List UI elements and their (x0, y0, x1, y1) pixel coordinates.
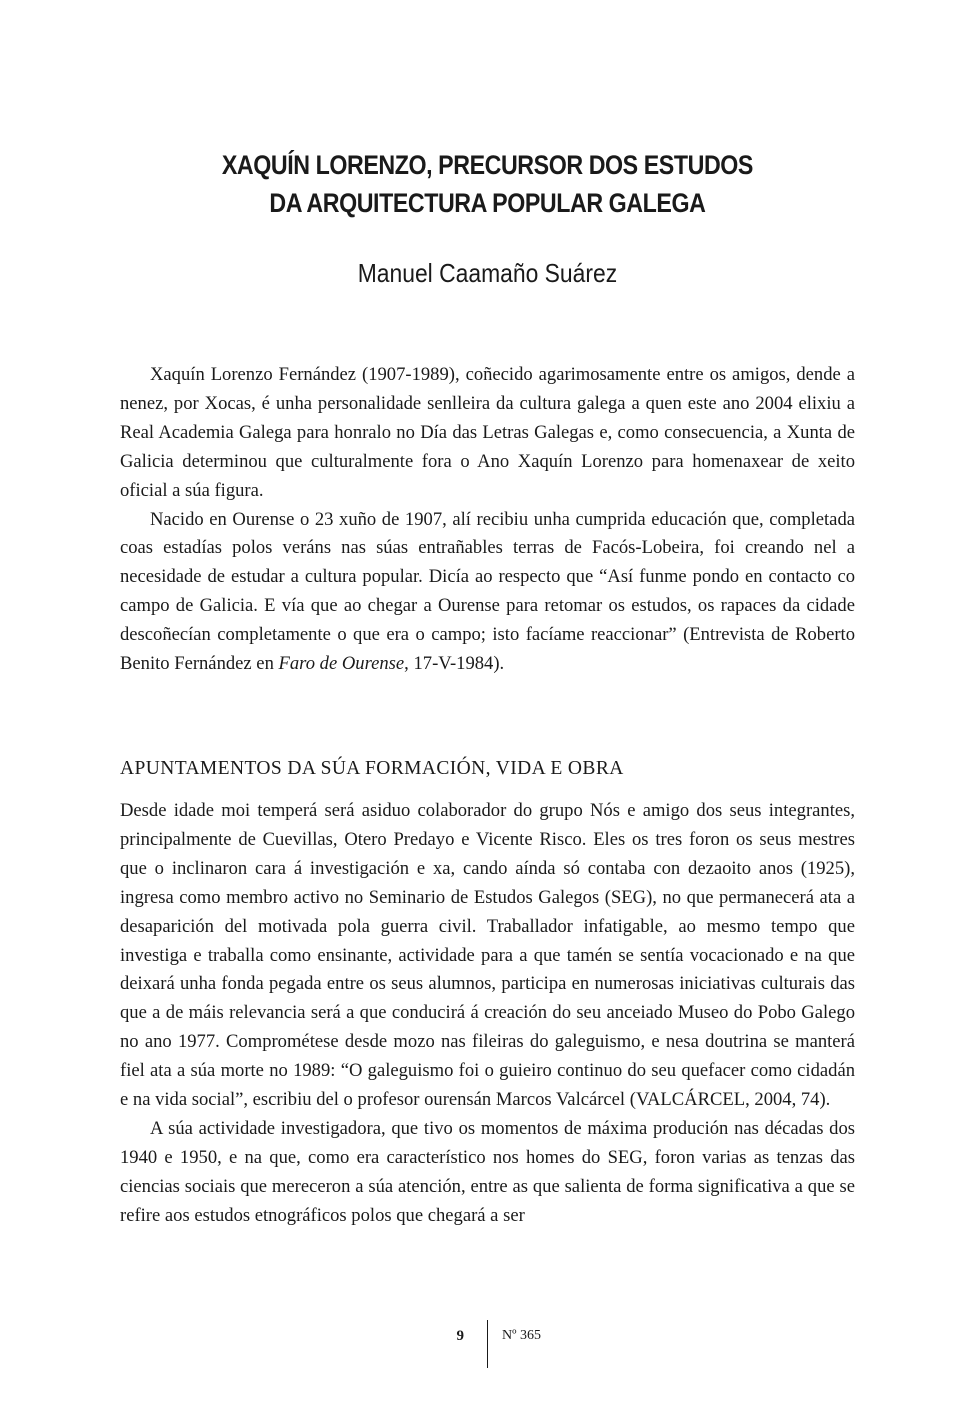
page-number: 9 (456, 1328, 464, 1344)
intro-paragraph-2-citation: , 17-V-1984). (404, 653, 505, 675)
article-title-line-2: DA ARQUITECTURA POPULAR GALEGA (269, 188, 706, 218)
intro-paragraph-2 (120, 506, 855, 679)
footer-divider (487, 1320, 488, 1368)
newspaper-title: Faro de Ourense (278, 653, 405, 675)
page-footer (0, 1320, 975, 1368)
section-paragraph-2: A súa actividade investigadora, que tivo os momentos de máxima produción nas décadas dos 1940 e 1950, e na que, como era característico nos homes do SEG, foron varias as tenzas das ciencias sociais que mereceron a súa atención, entre as que salienta de forma significativa a que se refire aos estudos etnográficos polos que chegará a ser (120, 1117, 855, 1226)
issue-number: Nº 365 (502, 1328, 541, 1343)
intro-paragraph-2-text: Nacido en Ourense o 23 xuño de 1907, alí recibiu unha cumprida educación que, completada coas estadías polos veráns nas súas entrañables terras de Facós-Lobeira, foi creando nel a necesidade de estudar a cultura popular. Dicía ao respecto que “Así funme pondo en contacto co campo de Galicia. E vía que ao chegar a Ourense para retomar os estudos, os rapaces da cidade descoñecían completamente o que era o campo; isto facíame reaccionar” (Entrevista de Roberto Benito Fernández en (120, 508, 855, 675)
intro-text (120, 361, 855, 679)
section-text (120, 797, 855, 1231)
article-title-line-1: XAQUÍN LORENZO, PRECURSOR DOS ESTUDOS (221, 150, 753, 180)
article-author: Manuel Caamaño Suárez (357, 258, 618, 288)
intro-paragraph-1: Xaquín Lorenzo Fernández (1907-1989), coñecido agarimosamente entre os amigos, dende a nenez, por Xocas, é unha personalidade senlleira da cultura galega a quen este ano 2004 elixiu a Real Academia Galega para honralo no Día das Letras Galegas e, como consecuencia, a Xunta de Galicia determinou que culturalmente fora o Ano Xaquín Lorenzo para homenaxear de xeito oficial a súa figura. (120, 364, 855, 501)
section-paragraph-1: Desde idade moi temperá será asiduo colaborador do grupo Nós e amigo dos seus integrantes, principalmente de Cuevillas, Otero Predayo e Vicente Risco. Eles os tres foron os seus mestres que o inclinaron cara á investigación e xa, cando aínda só contaba con dezaoito anos (1925), ingresa como membro activo no Seminario de Estudos Galegos (SEG), no que permanecerá ata a desaparición del motivada pola guerra civil. Traballador infatigable, ao mesmo tempo que investiga e traballa como ensinante, actividade para a que tamén se sentía vocacionado e na que deixará unha fonda pegada entre os seus alumnos, participa en numerosas iniciativas culturais das que a de máis relevancia será a que conducirá á creación do seu anceiado Museo do Pobo Galego no ano 1977. Comprométese desde mozo nas fileiras do galeguismo, e nesa doutrina se manterá fiel ata a súa morte no 1989: “O galeguismo foi o guieiro continuo do seu quefacer como cidadán e na vida social”, escribiu del o profesor ourensán Marcos Valcárcel (VALCÁRCEL, 2004, 74). (120, 800, 855, 1111)
article-title (68, 146, 907, 222)
section-heading: APUNTAMENTOS DA SÚA FORMACIÓN, VIDA E OBRA (120, 758, 624, 779)
